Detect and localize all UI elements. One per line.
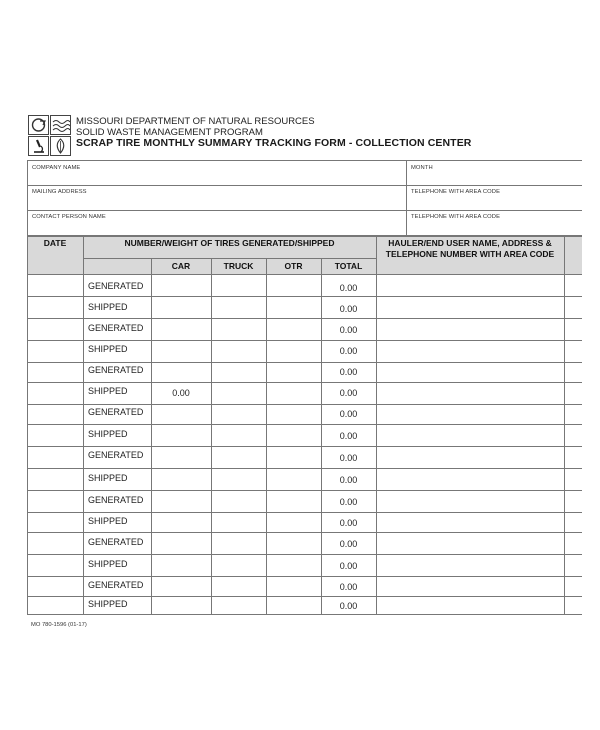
row-total: 0.00 xyxy=(339,539,358,549)
row-type: SHIPPED xyxy=(88,386,128,396)
leaf-icon xyxy=(50,136,71,156)
month-label: MONTH xyxy=(411,165,433,171)
row-type: SHIPPED xyxy=(88,473,128,483)
row-type: GENERATED xyxy=(88,580,144,590)
car-header: CAR xyxy=(171,261,191,271)
row-separator xyxy=(27,512,582,513)
microscope-icon xyxy=(28,136,49,156)
program-name: SOLID WASTE MANAGEMENT PROGRAM xyxy=(76,127,263,138)
row-total: 0.00 xyxy=(339,453,358,463)
row-type: SHIPPED xyxy=(88,516,128,526)
row-total: 0.00 xyxy=(339,431,358,441)
row-separator xyxy=(27,532,582,533)
row-type: SHIPPED xyxy=(88,559,128,569)
row-separator xyxy=(27,382,582,383)
row-total: 0.00 xyxy=(339,582,358,592)
row-type: GENERATED xyxy=(88,537,144,547)
row-type: SHIPPED xyxy=(88,429,128,439)
contact-telephone-label: TELEPHONE WITH AREA CODE xyxy=(411,214,501,220)
company-name-label: COMPANY NAME xyxy=(32,165,81,171)
row-separator xyxy=(27,340,582,341)
row-type: SHIPPED xyxy=(88,599,128,609)
row-type: GENERATED xyxy=(88,450,144,460)
row-separator xyxy=(27,490,582,491)
row-separator xyxy=(27,596,582,597)
org-name: MISSOURI DEPARTMENT OF NATURAL RESOURCES xyxy=(76,116,315,127)
row-total: 0.00 xyxy=(339,346,358,356)
row-total: 0.00 xyxy=(339,283,358,293)
date-header: DATE xyxy=(43,238,67,248)
row-type: SHIPPED xyxy=(88,302,128,312)
row-total: 0.00 xyxy=(339,601,358,611)
water-waves-icon xyxy=(50,115,71,135)
row-separator xyxy=(27,424,582,425)
globe-arrow-icon xyxy=(28,115,49,135)
row-total: 0.00 xyxy=(339,409,358,419)
row-total: 0.00 xyxy=(339,304,358,314)
row-total: 0.00 xyxy=(339,561,358,571)
row-type: GENERATED xyxy=(88,323,144,333)
dnr-logo xyxy=(28,115,72,157)
row-total: 0.00 xyxy=(339,388,358,398)
row-separator xyxy=(27,296,582,297)
total-header: TOTAL xyxy=(334,261,363,271)
form-title: SCRAP TIRE MONTHLY SUMMARY TRACKING FORM - COLLECTION CENTER xyxy=(76,137,472,149)
row-separator xyxy=(27,404,582,405)
row-separator xyxy=(27,318,582,319)
form-number: MO 780-1596 (01-17) xyxy=(31,622,87,628)
row-total: 0.00 xyxy=(339,518,358,528)
row-type: GENERATED xyxy=(88,495,144,505)
row-separator xyxy=(27,554,582,555)
truck-header: TRUCK xyxy=(223,261,254,271)
row-car: 0.00 xyxy=(172,388,190,398)
telephone-label: TELEPHONE WITH AREA CODE xyxy=(411,189,501,195)
row-total: 0.00 xyxy=(339,475,358,485)
row-separator xyxy=(27,614,582,615)
row-type: GENERATED xyxy=(88,281,144,291)
row-separator xyxy=(27,468,582,469)
mailing-address-label: MAILING ADDRESS xyxy=(32,189,87,195)
row-total: 0.00 xyxy=(339,325,358,335)
row-type: GENERATED xyxy=(88,407,144,417)
weight-header: NUMBER/WEIGHT OF TIRES GENERATED/SHIPPED xyxy=(124,238,335,248)
row-type: GENERATED xyxy=(88,365,144,375)
row-separator xyxy=(27,446,582,447)
row-total: 0.00 xyxy=(339,367,358,377)
hauler-header: HAULER/END USER NAME, ADDRESS & TELEPHONE NUMBER WITH AREA CODE xyxy=(385,238,555,259)
row-type: SHIPPED xyxy=(88,344,128,354)
contact-person-label: CONTACT PERSON NAME xyxy=(32,214,106,220)
row-separator xyxy=(27,362,582,363)
otr-header: OTR xyxy=(284,261,303,271)
row-total: 0.00 xyxy=(339,497,358,507)
row-separator xyxy=(27,576,582,577)
